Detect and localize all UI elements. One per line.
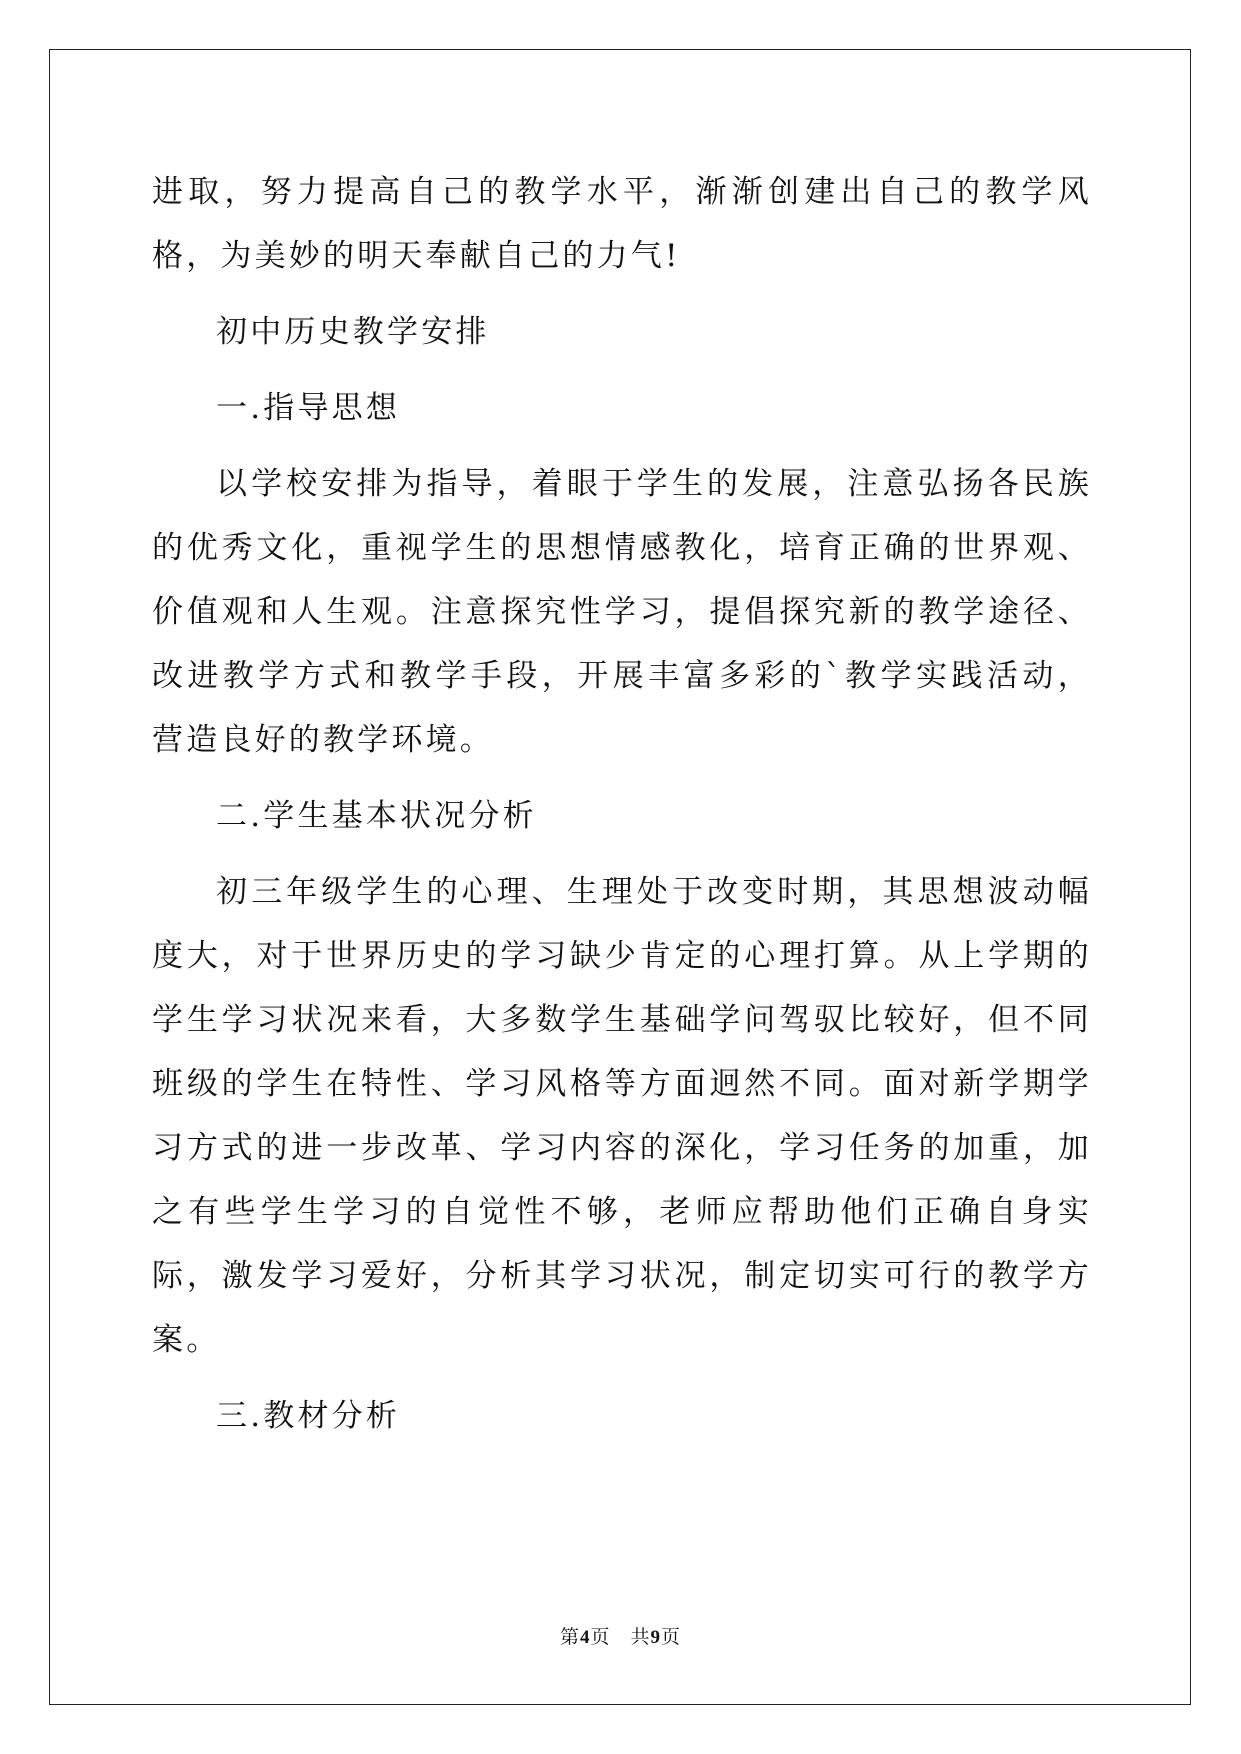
document-body — [152, 160, 1092, 1448]
current-page-number: 4 — [579, 1627, 591, 1648]
paragraph-student-analysis: 初三年级学生的心理、生理处于改变时期，其思想波动幅度大，对于世界历史的学习缺少肯定的心理打算。从上学期的学生学习状况来看，大多数学生基础学问驾驭比较好，但不同班级的学生在特性、学习风格等方面迥然不同。面对新学期学习方式的进一步改革、学习内容的深化，学习任务的加重，加之有些学生学习的自觉性不够，老师应帮助他们正确自身实际，激发学习爱好，分析其学习状况，制定切实可行的教学方案。 — [152, 874, 1092, 1358]
paragraph-guiding-ideology: 以学校安排为指导，着眼于学生的发展，注意弘扬各民族的优秀文化，重视学生的思想情感教化，培育正确的世界观、价值观和人生观。注意探究性学习，提倡探究新的教学途径、改进教学方式和教学手段，开展丰富多彩的`教学实践活动，营造良好的教学环境。 — [152, 466, 1092, 758]
paragraph-continuation: 进取，努力提高自己的教学水平，渐渐创建出自己的教学风格，为美妙的明天奉献自己的力气! — [152, 174, 1092, 274]
total-prefix: 共 — [630, 1626, 651, 1648]
section-title: 初中历史教学安排 — [216, 314, 490, 350]
page-footer — [0, 1622, 1241, 1649]
total-page-number: 9 — [650, 1627, 662, 1648]
heading-guiding-ideology: 一.指导思想 — [216, 390, 401, 426]
heading-student-analysis: 二.学生基本状况分析 — [216, 798, 537, 834]
total-suffix: 页 — [661, 1626, 682, 1648]
page-prefix: 第 — [559, 1626, 580, 1648]
page-suffix: 页 — [590, 1626, 611, 1648]
heading-textbook-analysis: 三.教材分析 — [216, 1398, 401, 1434]
